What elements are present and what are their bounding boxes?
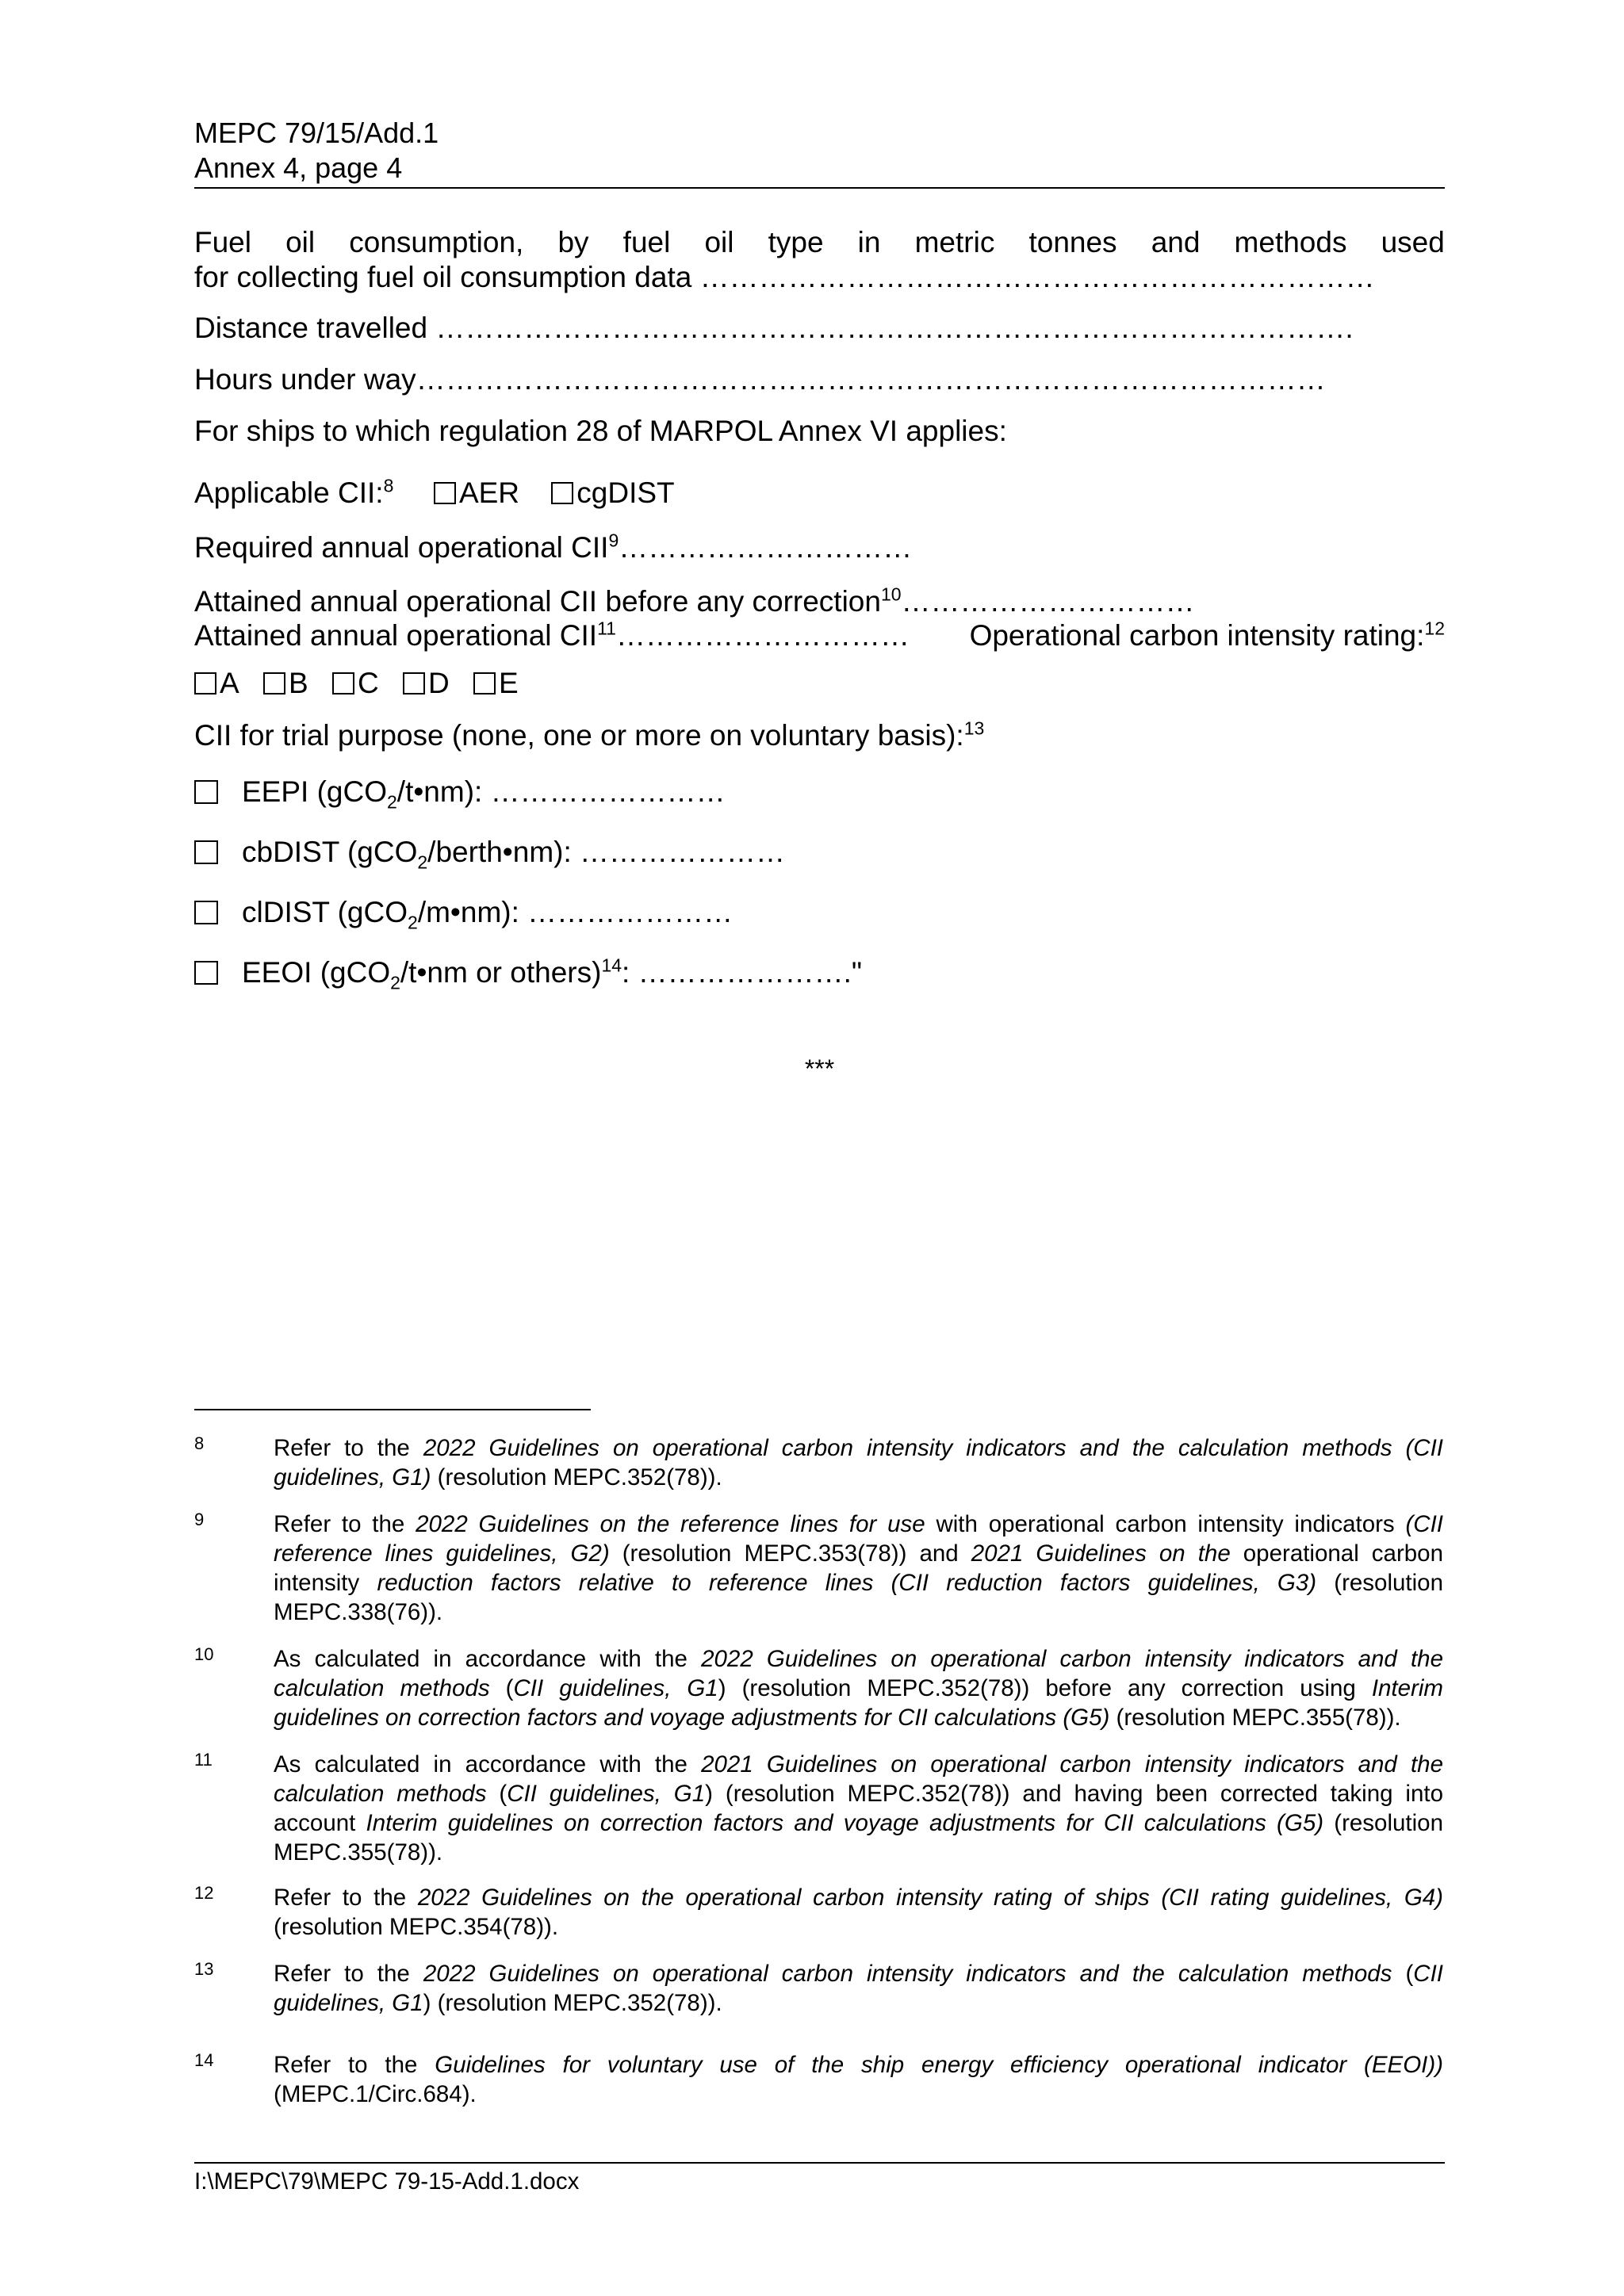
footnote-number: 14 [194, 2050, 214, 2070]
header-rule [194, 187, 1445, 189]
attained-cii-label: Attained annual operational CII$^{11}$………………………… [194, 618, 910, 652]
footer-file-path: I:\MEPC\79\MEPC 79-15-Add.1.docx [194, 2168, 580, 2195]
checkbox-icon[interactable] [194, 672, 216, 695]
rating-options [194, 666, 534, 701]
checkbox-icon[interactable] [434, 482, 456, 504]
trial-item-cbdist[interactable]: cbDIST (gCO$_2$/berth•nm): ………………… [194, 835, 785, 870]
checkbox-icon[interactable] [473, 672, 496, 695]
rating-option-a[interactable]: A [194, 667, 239, 699]
section-separator: *** [804, 1054, 835, 1083]
page-reference: Annex 4, page 4 [194, 151, 403, 184]
cii-option-aer[interactable]: AER [434, 476, 519, 509]
footnote-text: Refer to the 2022 Guidelines on operational carbon intensity indicators and the calculation methods (CII guidelines, G1) (resolution MEPC.352(78)). [274, 1435, 1443, 1490]
distance-travelled: Distance travelled …………………………………………………………………………………. [194, 312, 1354, 344]
trial-item-eepi[interactable]: EEPI (gCO$_2$/t•nm): …………………… [194, 775, 726, 809]
rating-option-c[interactable]: C [332, 667, 379, 699]
footnote-text: As calculated in accordance with the 2021 Guidelines on operational carbon intensity indicators and the calculation methods (CII guidelines, G1) (resolution MEPC.352(78)) and having been corrected taking into account Interim guidelines on correction factors and voyage adjustments for CII calculations (G5) (resolution MEPC.355(78)). [274, 1751, 1443, 1866]
checkbox-icon[interactable] [194, 840, 218, 864]
attained-cii-and-rating [194, 618, 1445, 653]
footnote-text: Refer to the 2022 Guidelines on the reference lines for use with operational carbon intensity indicators (CII reference lines guidelines, G2) (resolution MEPC.353(78)) and 2021 Guidelines on the operational carbon intensity reduction factors relative to reference lines (CII reduction factors guidelines, G3) (resolution MEPC.338(76)). [274, 1511, 1443, 1625]
footnote-rule [194, 1409, 591, 1410]
checkbox-icon[interactable] [551, 482, 573, 504]
required-cii: Required annual operational CII$^9$………………………… [194, 530, 913, 564]
cii-option-cgdist[interactable]: cgDIST [551, 476, 674, 509]
ships-regulation-28: For ships to which regulation 28 of MARPOL Annex VI applies: [194, 415, 1007, 447]
cii-trial-purpose: CII for trial purpose (none, one or more on voluntary basis):$^{13}$ [194, 718, 985, 752]
footnote-text: Refer to the 2022 Guidelines on the operational carbon intensity rating of ships (CII rating guidelines, G4) (resolution MEPC.354(78)). [274, 1885, 1444, 1940]
document-page [194, 0, 1445, 2296]
hours-under-way: Hours under way………………………………………………………………………………… [194, 363, 1326, 396]
footnote-number: 12 [194, 1883, 214, 1903]
footnote-text: Refer to the 2022 Guidelines on operational carbon intensity indicators and the calculation methods (CII guidelines, G1) (resolution MEPC.352(78)). [274, 1961, 1443, 2016]
attained-cii-before-correction: Attained annual operational CII before any correction$^{10}$………………………… [194, 584, 1195, 618]
checkbox-icon[interactable] [194, 961, 218, 985]
checkbox-icon[interactable] [263, 672, 285, 695]
rating-option-d[interactable]: D [403, 667, 450, 699]
checkbox-icon[interactable] [194, 901, 218, 924]
footnote-number: 8 [194, 1433, 205, 1453]
footnote-number: 13 [194, 1959, 214, 1979]
trial-item-cldist[interactable]: clDIST (gCO$_2$/m•nm): ………………… [194, 895, 733, 930]
footnote-text: As calculated in accordance with the 2022 Guidelines on operational carbon intensity indicators and the calculation methods (CII guidelines, G1) (resolution MEPC.352(78)) before any correction using Interim guidelines on correction factors and voyage adjustments for CII calculations (G5) (resolution MEPC.355(78)). [274, 1646, 1443, 1731]
applicable-cii: Applicable CII:$^8$ AER cgDIST [194, 475, 675, 509]
trial-item-eeoi[interactable]: EEOI (gCO$_2$/t•nm or others)$^{14}$: …………………." [194, 955, 862, 990]
checkbox-icon[interactable] [194, 780, 218, 804]
footnote-number: 11 [194, 1750, 213, 1770]
footnote-text: Refer to the Guidelines for voluntary use of the ship energy efficiency operational indicator (EEOI)) (MEPC.1/Circ.684). [274, 2052, 1444, 2107]
doc-reference: MEPC 79/15/Add.1 [194, 117, 439, 149]
checkbox-icon[interactable] [403, 672, 425, 695]
rating-option-b[interactable]: B [263, 667, 308, 699]
footer-rule [194, 2162, 1445, 2164]
page-header [194, 116, 1445, 186]
footnote-number: 9 [194, 1510, 205, 1529]
checkbox-icon[interactable] [332, 672, 354, 695]
fuel-oil-line2: for collecting fuel oil consumption data …………………………………………………………… [194, 261, 1375, 293]
rating-label: Operational carbon intensity rating:$^{12}$ [969, 618, 1445, 652]
footnote-number: 10 [194, 1644, 214, 1664]
fuel-oil-line1: Fuel oil consumption, by fuel oil type in metric tonnes and methods used [194, 226, 1445, 258]
rating-option-e[interactable]: E [473, 667, 519, 699]
